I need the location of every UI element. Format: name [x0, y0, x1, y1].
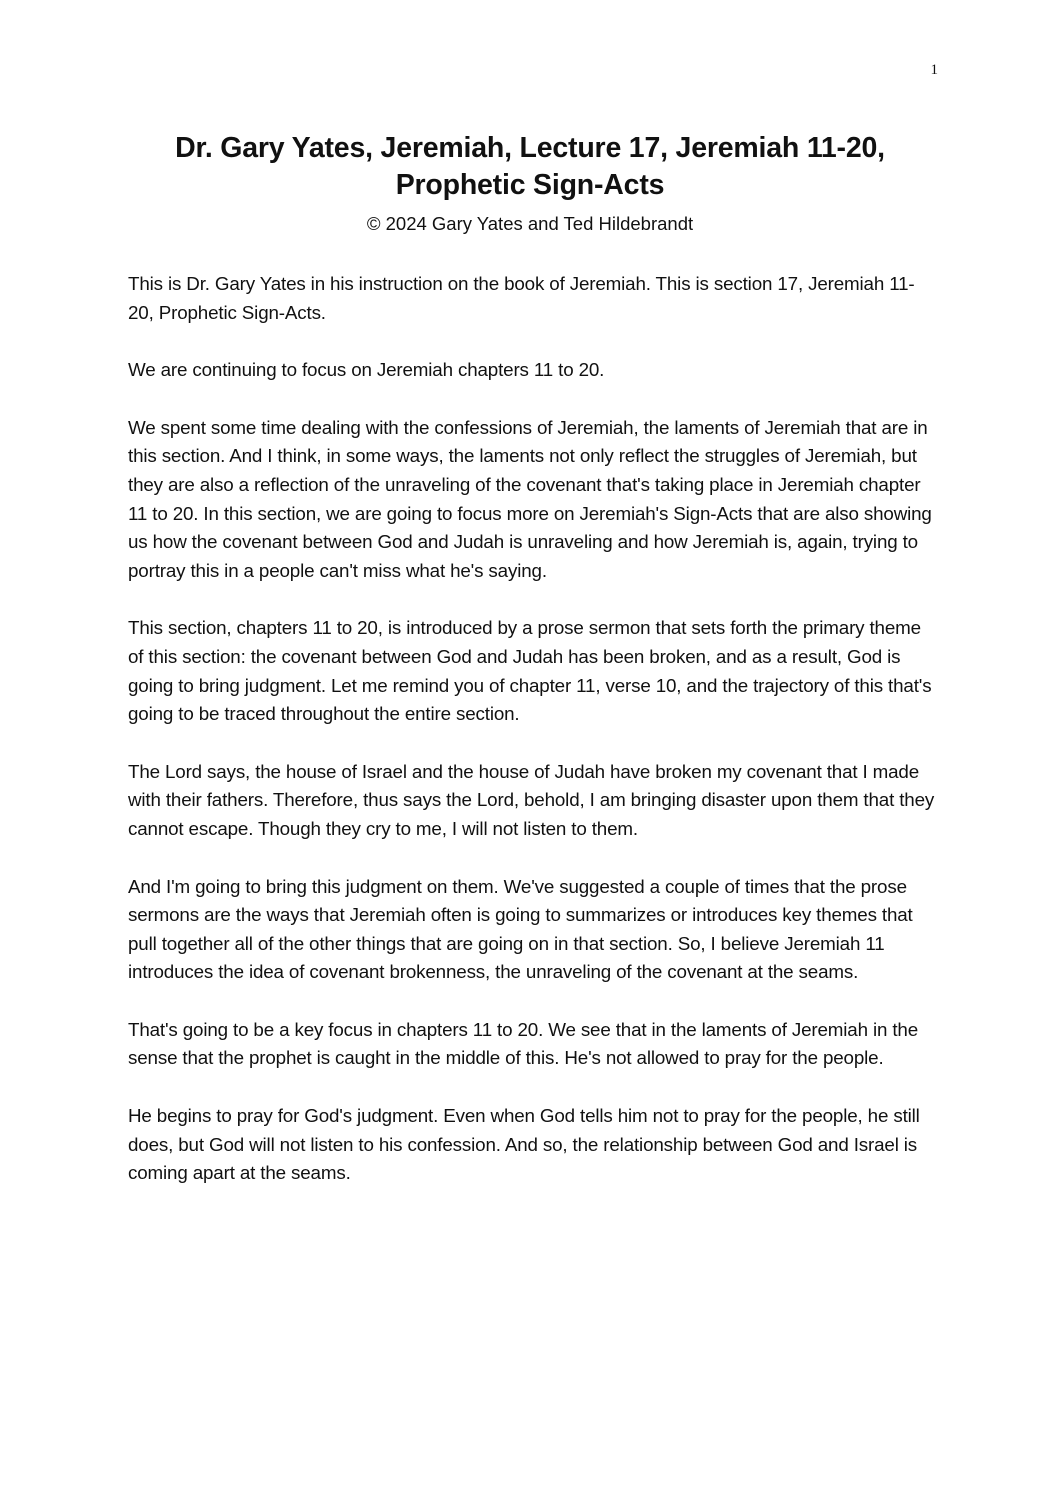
title-line-2: Prophetic Sign-Acts	[395, 169, 665, 201]
title-line-1: Dr. Gary Yates, Jeremiah, Lecture 17, Jeremiah 11-20,	[175, 132, 885, 164]
paragraph: We spent some time dealing with the confessions of Jeremiah, the laments of Jeremiah that are in this section. And I think, in some ways, the laments not only reflect the struggles of Jeremiah, but they are also a reflection of the unraveling of the covenant that's taking place in Jeremiah chapter 11 to 20. In this section, we are going to focus more on Jeremiah's Sign-Acts that are also showing us how the covenant between God and Judah is unraveling and how Jeremiah is, again, trying to portray this in a people can't miss what he's saying.	[128, 416, 932, 581]
paragraph: That's going to be a key focus in chapters 11 to 20. We see that in the laments of Jeremiah in the sense that the prophet is caught in the middle of this. He's not allowed to pray for the people.	[128, 1018, 918, 1069]
paragraph: This section, chapters 11 to 20, is introduced by a prose sermon that sets forth the primary theme of this section: the covenant between God and Judah has been broken, and as a result, God is going to bring judgment. Let me remind you of chapter 11, verse 10, and the trajectory of this that's going to be traced throughout the entire section.	[128, 617, 932, 725]
document-body	[128, 270, 938, 1217]
copyright-notice: © 2024 Gary Yates and Ted Hildebrandt	[366, 213, 694, 234]
paragraph: This is Dr. Gary Yates in his instruction on the book of Jeremiah. This is section 17, Jeremiah 11-20, Prophetic Sign-Acts.	[128, 273, 915, 323]
paragraph: He begins to pray for God's judgment. Even when God tells him not to pray for the people, he still does, but God will not listen to his confession. And so, the relationship between God and Israel is coming apart at the seams.	[128, 1105, 920, 1184]
paragraph: And I'm going to bring this judgment on them. We've suggested a couple of times that the prose sermons are the ways that Jeremiah often is going to summarizes or introduces key themes that pull together all of the other things that are going on in that section. So, I believe Jeremiah 11 introduces the idea of covenant brokenness, the unraveling of the covenant at the seams.	[128, 875, 913, 983]
page-number: 1	[930, 62, 938, 78]
paragraph: We are continuing to focus on Jeremiah chapters 11 to 20.	[128, 359, 605, 381]
document-title	[110, 130, 950, 204]
paragraph: The Lord says, the house of Israel and the house of Judah have broken my covenant that I made with their fathers. Therefore, thus says the Lord, behold, I am bringing disaster upon them that they cannot escape. Though they cry to me, I will not listen to them.	[128, 760, 935, 839]
